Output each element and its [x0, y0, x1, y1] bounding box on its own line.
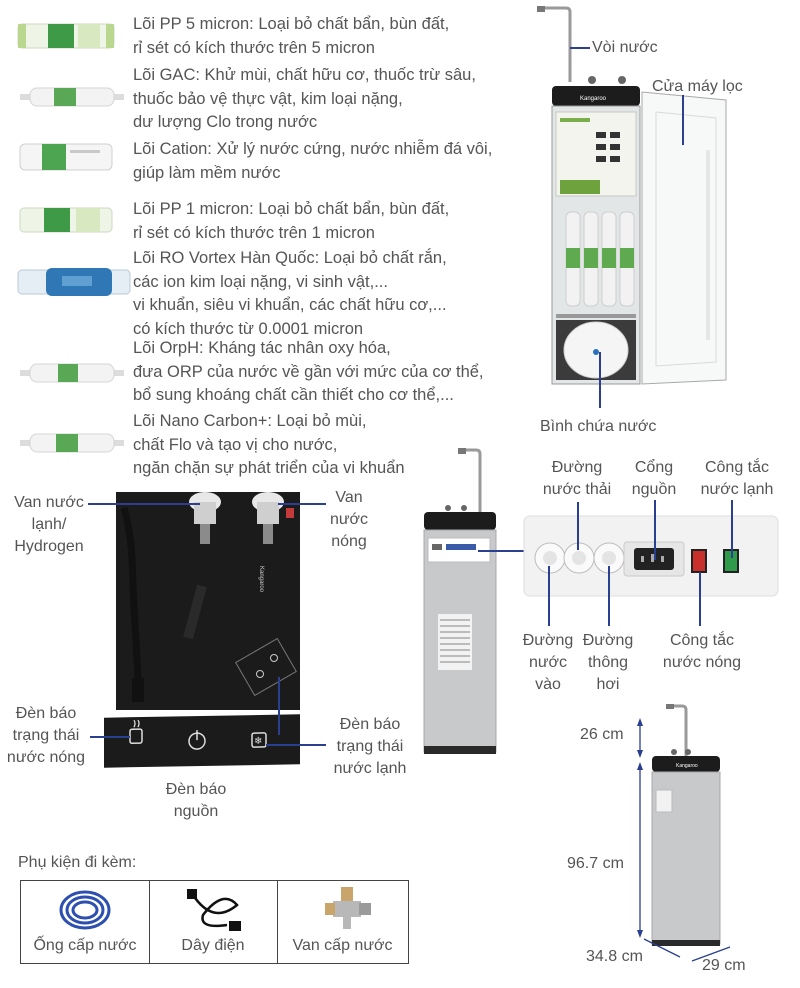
- filter-nano-carbon-image: [16, 428, 128, 458]
- machine-open-illustration: [530, 0, 800, 400]
- door-pointer: [682, 95, 684, 145]
- brand-text: Kangaroo: [580, 96, 607, 102]
- inlet-pointer: [548, 566, 550, 626]
- cold-valve-label: Van nước lạnh/ Hydrogen: [14, 494, 84, 555]
- accessory-label-valve: Van cấp nước: [292, 937, 393, 954]
- power-port-label: Cổng nguồn: [631, 459, 677, 498]
- filter-cation-text: Lõi Cation: Xử lý nước cứng, nước nhiễm đá vôi, giúp làm mềm nước: [133, 140, 493, 182]
- front-panel-illustration: [110, 488, 305, 714]
- filter-pp5-image: [16, 20, 116, 52]
- tank-label: Bình chứa nước: [540, 418, 657, 435]
- rear-panel-detail: [522, 514, 782, 598]
- accessory-cell-cable: [149, 881, 278, 963]
- cold-indicator-icon: [252, 733, 266, 747]
- hot-indicator-pointer: [90, 736, 130, 738]
- machine-dimension-illustration: [636, 700, 736, 952]
- accessories-table: [20, 880, 409, 964]
- filter-ro-text: Lõi RO Vortex Hàn Quốc: Loại bỏ chất rắn, các ion kim loại nặng, vi sinh vật,... vi khuẩn, siêu vi khuẩn, các chất hữu cơ,... có kích thước từ 0.0001 micron: [133, 249, 447, 338]
- power-indicator-label: Đèn báo nguồn: [165, 781, 227, 820]
- indicator-icons: [104, 714, 300, 767]
- accessory-cell-hose: [21, 881, 150, 963]
- rear-zoom-pointer: [478, 550, 524, 552]
- filter-pp1-text: Lõi PP 1 micron: Loại bỏ chất bẩn, bùn đất, rỉ sét có kích thước trên 1 micron: [133, 200, 450, 242]
- dimension-height: 96.7 cm: [567, 855, 624, 872]
- cold-switch-label: Công tắc nước lạnh: [700, 459, 774, 498]
- hot-valve-label: Van nước nóng: [329, 489, 369, 550]
- waste-pointer: [577, 502, 579, 550]
- filter-orph-text: Lõi OrpH: Kháng tác nhân oxy hóa, đưa ORP của nước về gần với mức của cơ thể, bổ sung khoáng chất cần thiết cho cơ thể,...: [133, 339, 484, 404]
- filter-pp5-text: Lõi PP 5 micron: Loại bỏ chất bẩn, bùn đất, rỉ sét có kích thước trên 5 micron: [133, 15, 450, 57]
- power-indicator-pointer: [278, 677, 280, 735]
- door-label: Cửa máy lọc: [652, 78, 743, 95]
- hot-switch-label: Công tắc nước nóng: [662, 632, 742, 671]
- vent-pointer: [608, 566, 610, 626]
- accessory-label-cable: Dây điện: [181, 937, 245, 954]
- accessories-title: Phụ kiện đi kèm:: [18, 854, 137, 871]
- filter-gac-image: [16, 82, 128, 112]
- water-hose-icon: [55, 885, 115, 935]
- vent-label: Đường thông hơi: [582, 632, 634, 693]
- tank-pointer: [599, 352, 601, 408]
- cold-valve-pointer: [88, 503, 200, 505]
- power-cable-icon: [183, 885, 247, 935]
- filter-nano-carbon-text: Lõi Nano Carbon+: Loại bỏ mùi, chất Flo và tạo vị cho nước, ngăn chặn sự phát triển của vi khuẩn: [133, 412, 405, 477]
- hot-switch-pointer: [699, 572, 701, 626]
- dimension-top: 26 cm: [580, 726, 624, 743]
- power-port-pointer: [654, 500, 656, 560]
- dimension-width: 34.8 cm: [586, 948, 643, 965]
- inlet-label: Đường nước vào: [522, 632, 574, 693]
- filter-ro-image: [16, 262, 132, 302]
- filter-orph-image: [16, 358, 128, 388]
- svg-text:Kangaroo: Kangaroo: [258, 566, 264, 593]
- hot-valve-pointer: [278, 503, 326, 505]
- supply-valve-icon: [319, 883, 375, 933]
- indicator-strip: [104, 714, 300, 767]
- cold-switch-pointer: [731, 500, 733, 558]
- accessory-cell-valve: [277, 881, 408, 963]
- svg-text:Kangaroo: Kangaroo: [676, 763, 698, 769]
- machine-rear-illustration: [418, 444, 508, 760]
- waste-label: Đường nước thải: [542, 459, 612, 498]
- filter-pp1-image: [18, 204, 114, 236]
- filter-cation-image: [18, 140, 114, 174]
- faucet-pointer: [570, 47, 590, 49]
- hot-indicator-label: Đèn báo trạng thái nước nóng: [6, 705, 86, 766]
- dimension-depth: 29 cm: [702, 957, 746, 974]
- power-indicator-icon: [189, 730, 205, 749]
- filter-gac-text: Lõi GAC: Khử mùi, chất hữu cơ, thuốc trừ sâu, thuốc bảo vệ thực vật, kim loại nặng, dư lượng Clo trong nước: [133, 66, 476, 131]
- hot-indicator-icon: [130, 720, 142, 743]
- faucet-label: Vòi nước: [592, 39, 658, 56]
- svg-text:❄: ❄: [254, 735, 263, 748]
- cold-indicator-label: Đèn báo trạng thái nước lạnh: [333, 716, 407, 777]
- accessory-label-hose: Ống cấp nước: [33, 937, 137, 954]
- cold-indicator-pointer: [266, 744, 326, 746]
